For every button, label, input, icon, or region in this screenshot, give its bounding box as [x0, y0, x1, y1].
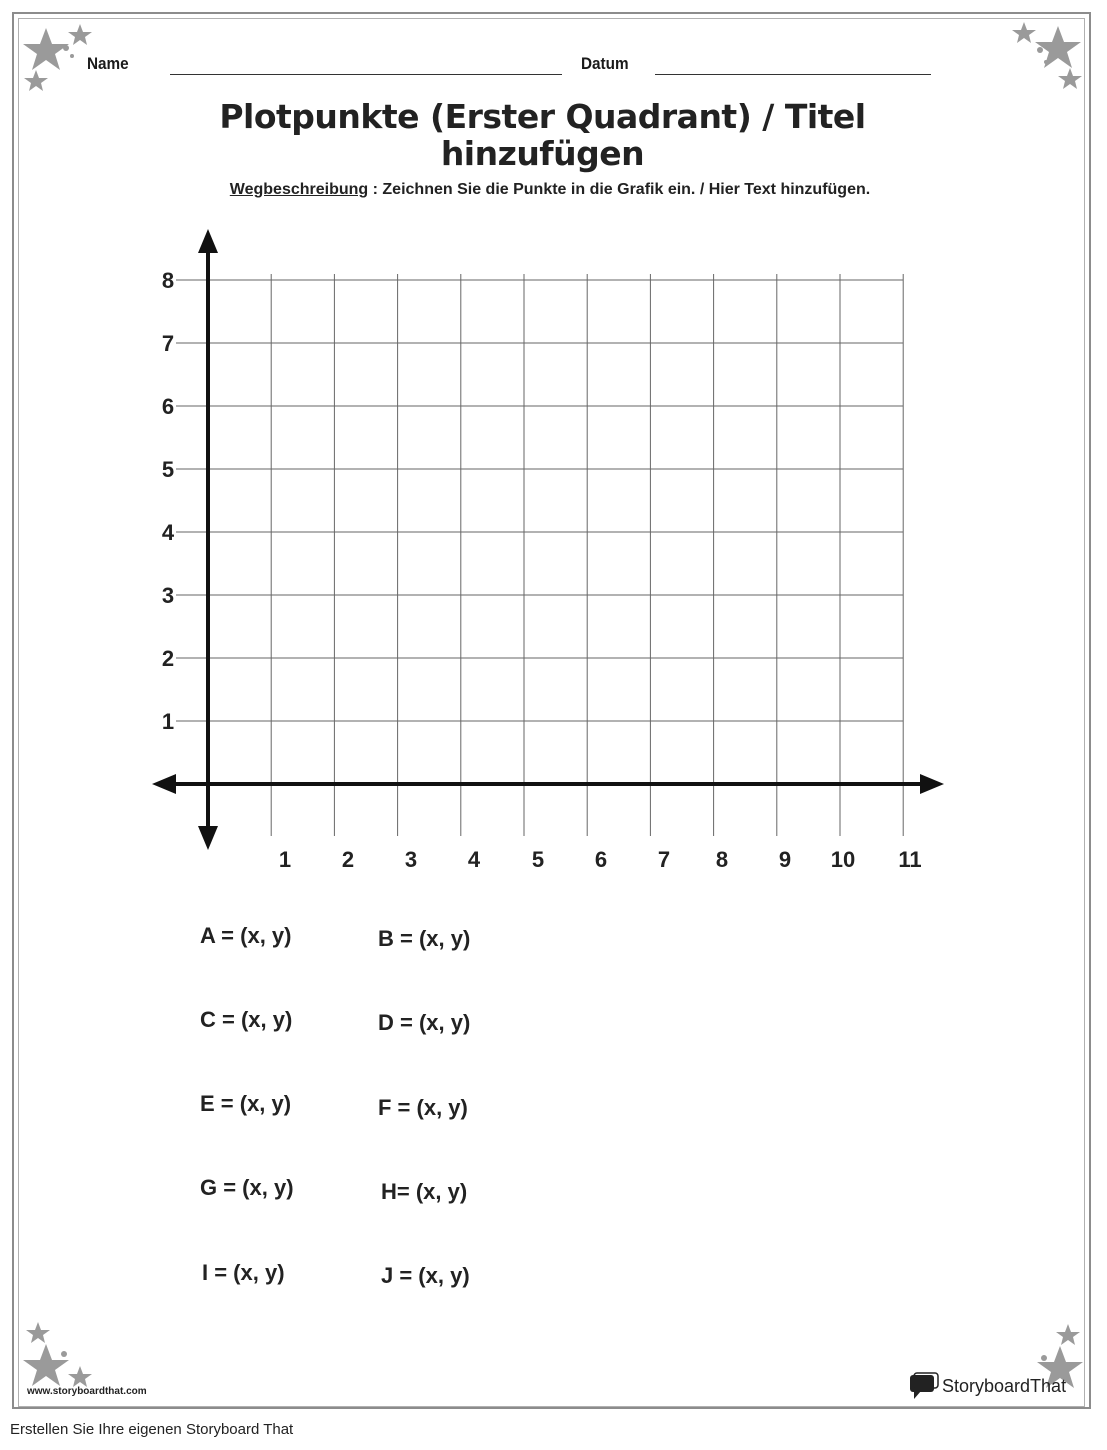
answer-i: I = (x, y): [202, 1260, 285, 1285]
date-label: Datum: [581, 54, 629, 73]
bottom-caption[interactable]: Erstellen Sie Ihre eigenen Storyboard That: [10, 1421, 294, 1438]
x-tick-label: 4: [467, 847, 481, 872]
y-tick-label: 5: [161, 457, 175, 482]
answer-b: B = (x, y): [378, 926, 471, 951]
x-tick-label: 11: [898, 847, 922, 872]
x-tick-label: 2: [341, 847, 355, 872]
page-title: [0, 98, 1085, 172]
answer-c: C = (x, y): [200, 1007, 293, 1032]
y-tick-label: 7: [161, 331, 175, 356]
y-tick-label: 6: [161, 394, 175, 419]
y-tick-label: 8: [161, 268, 175, 293]
answer-h: H= (x, y): [381, 1179, 468, 1204]
y-tick-label: 1: [161, 709, 175, 734]
x-tick-label: 3: [404, 847, 418, 872]
y-tick-label: 2: [161, 646, 175, 671]
y-tick-label: 4: [161, 520, 175, 545]
answer-f: F = (x, y): [378, 1095, 468, 1120]
x-tick-label: 9: [778, 847, 792, 872]
speech-bubble-icon: [908, 1372, 940, 1400]
x-tick-label: 5: [531, 847, 545, 872]
y-tick-label: 3: [161, 583, 175, 608]
worksheet-inner-border: [18, 18, 1085, 1407]
page-title-line-1: Plotpunkte (Erster Quadrant) / Titel: [219, 97, 866, 136]
answer-d: D = (x, y): [378, 1010, 471, 1035]
directions-text: : Zeichnen Sie die Punkte in die Grafik ein. / Hier Text hinzufügen.: [368, 181, 871, 198]
star-decoration-icon: [1000, 18, 1090, 108]
storyboardthat-logo[interactable]: [908, 1372, 1066, 1400]
answer-g: G = (x, y): [200, 1175, 294, 1200]
x-tick-label: 10: [830, 847, 856, 872]
directions: [0, 181, 1100, 199]
page-title-line-2: hinzufügen: [440, 134, 645, 173]
x-tick-label: 6: [594, 847, 608, 872]
x-tick-label: 1: [278, 847, 292, 872]
answer-e: E = (x, y): [200, 1091, 292, 1116]
x-tick-label: 8: [715, 847, 729, 872]
footer-url[interactable]: www.storyboardthat.com: [27, 1386, 147, 1397]
directions-label: Wegbeschreibung: [229, 181, 369, 198]
logo-text: StoryboardThat: [942, 1375, 1067, 1396]
x-tick-label: 7: [657, 847, 671, 872]
answer-j: J = (x, y): [381, 1263, 470, 1288]
name-label: Name: [87, 54, 129, 73]
date-input-line[interactable]: [655, 74, 931, 75]
answer-a: A = (x, y): [200, 923, 292, 948]
name-input-line[interactable]: [170, 74, 562, 75]
